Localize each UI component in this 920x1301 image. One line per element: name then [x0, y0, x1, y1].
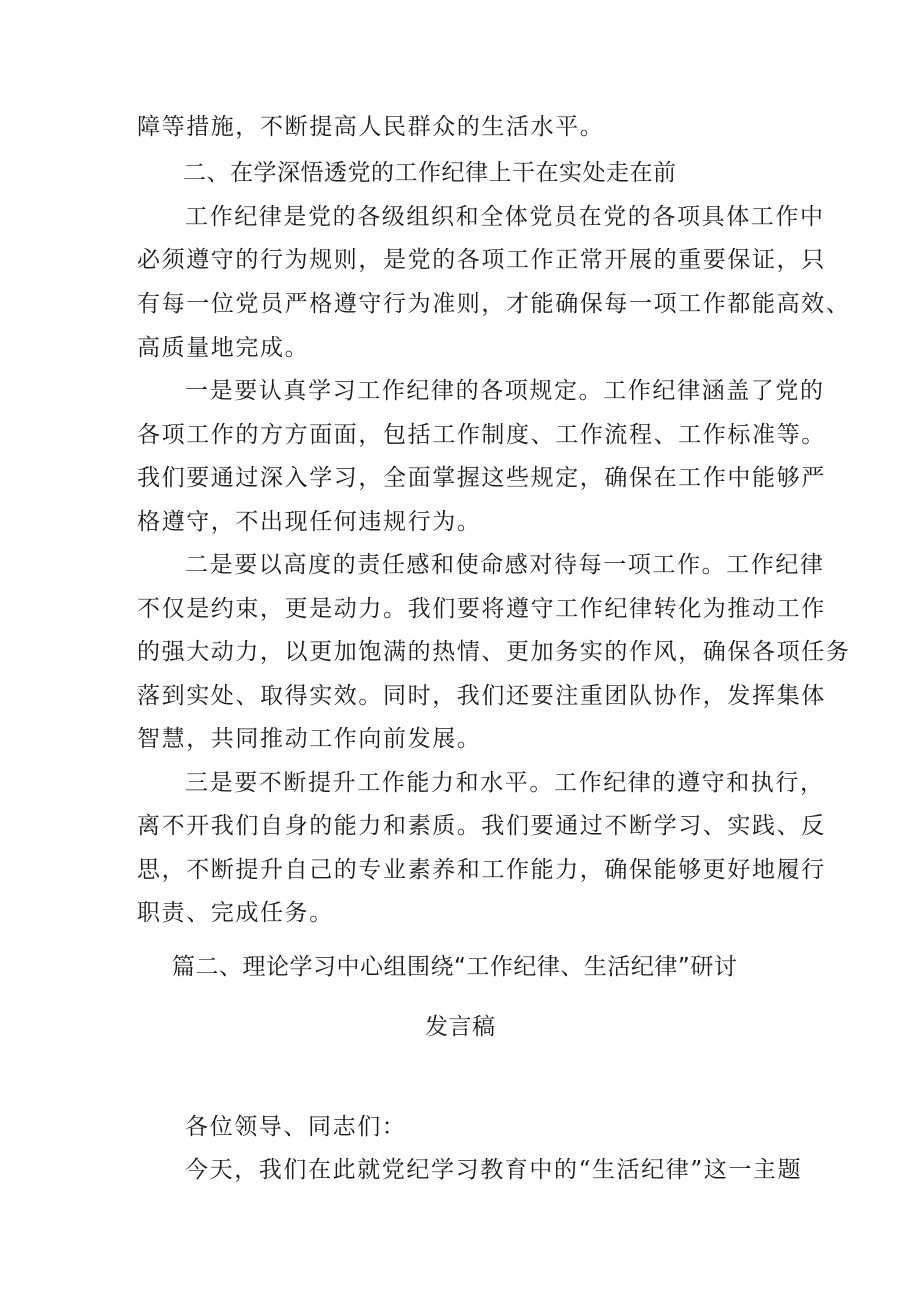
article-title-line-2: 发言稿: [425, 1014, 496, 1040]
text-line: 有每一位党员严格遵守行为准则，才能确保每一项工作都能高效、: [137, 291, 851, 317]
text-line: 的强大动力，以更加饱满的热情、更加务实的作风，确保各项任务: [137, 639, 851, 665]
text-line: 我们要通过深入学习，全面掌握这些规定，确保在工作中能够严: [137, 465, 826, 491]
text-line: 不仅是约束，更是动力。我们要将遵守工作纪律转化为推动工作: [137, 596, 826, 622]
text-line: 各项工作的方方面面，包括工作制度、工作流程、工作标准等。: [137, 422, 826, 448]
text-line: 思，不断提升自己的专业素养和工作能力，确保能够更好地履行: [137, 857, 826, 883]
section-heading: 二、在学深悟透党的工作纪律上干在实处走在前: [183, 160, 677, 186]
text-line: 高质量地完成。: [137, 335, 310, 361]
text-line: 二是要以高度的责任感和使命感对待每一项工作。工作纪律: [185, 552, 825, 578]
text-line: 工作纪律是党的各级组织和全体党员在党的各项具体工作中: [185, 204, 825, 230]
text-line: 三是要不断提升工作能力和水平。工作纪律的遵守和执行，: [185, 770, 825, 796]
salutation: 各位领导、同志们：: [185, 1114, 407, 1140]
text-line: 今天，我们在此就党纪学习教育中的“生活纪律”这一主题: [185, 1157, 803, 1183]
text-line: 格遵守，不出现任何违规行为。: [137, 509, 482, 535]
text-line: 智慧，共同推动工作向前发展。: [137, 726, 482, 752]
text-line: 一是要认真学习工作纪律的各项规定。工作纪律涵盖了党的: [185, 378, 825, 404]
text-line: 必须遵守的行为规则，是党的各项工作正常开展的重要保证，只: [137, 247, 826, 273]
text-line: 落到实处、取得实效。同时，我们还要注重团队协作，发挥集体: [137, 683, 826, 709]
text-line: 职责、完成任务。: [137, 900, 334, 926]
article-title-line-1: 篇二、理论学习中心组围绕“工作纪律、生活纪律”研讨: [172, 954, 738, 980]
text-line: 离不开我们自身的能力和素质。我们要通过不断学习、实践、反: [137, 813, 826, 839]
text-line: 障等措施，不断提高人民群众的生活水平。: [137, 114, 605, 140]
